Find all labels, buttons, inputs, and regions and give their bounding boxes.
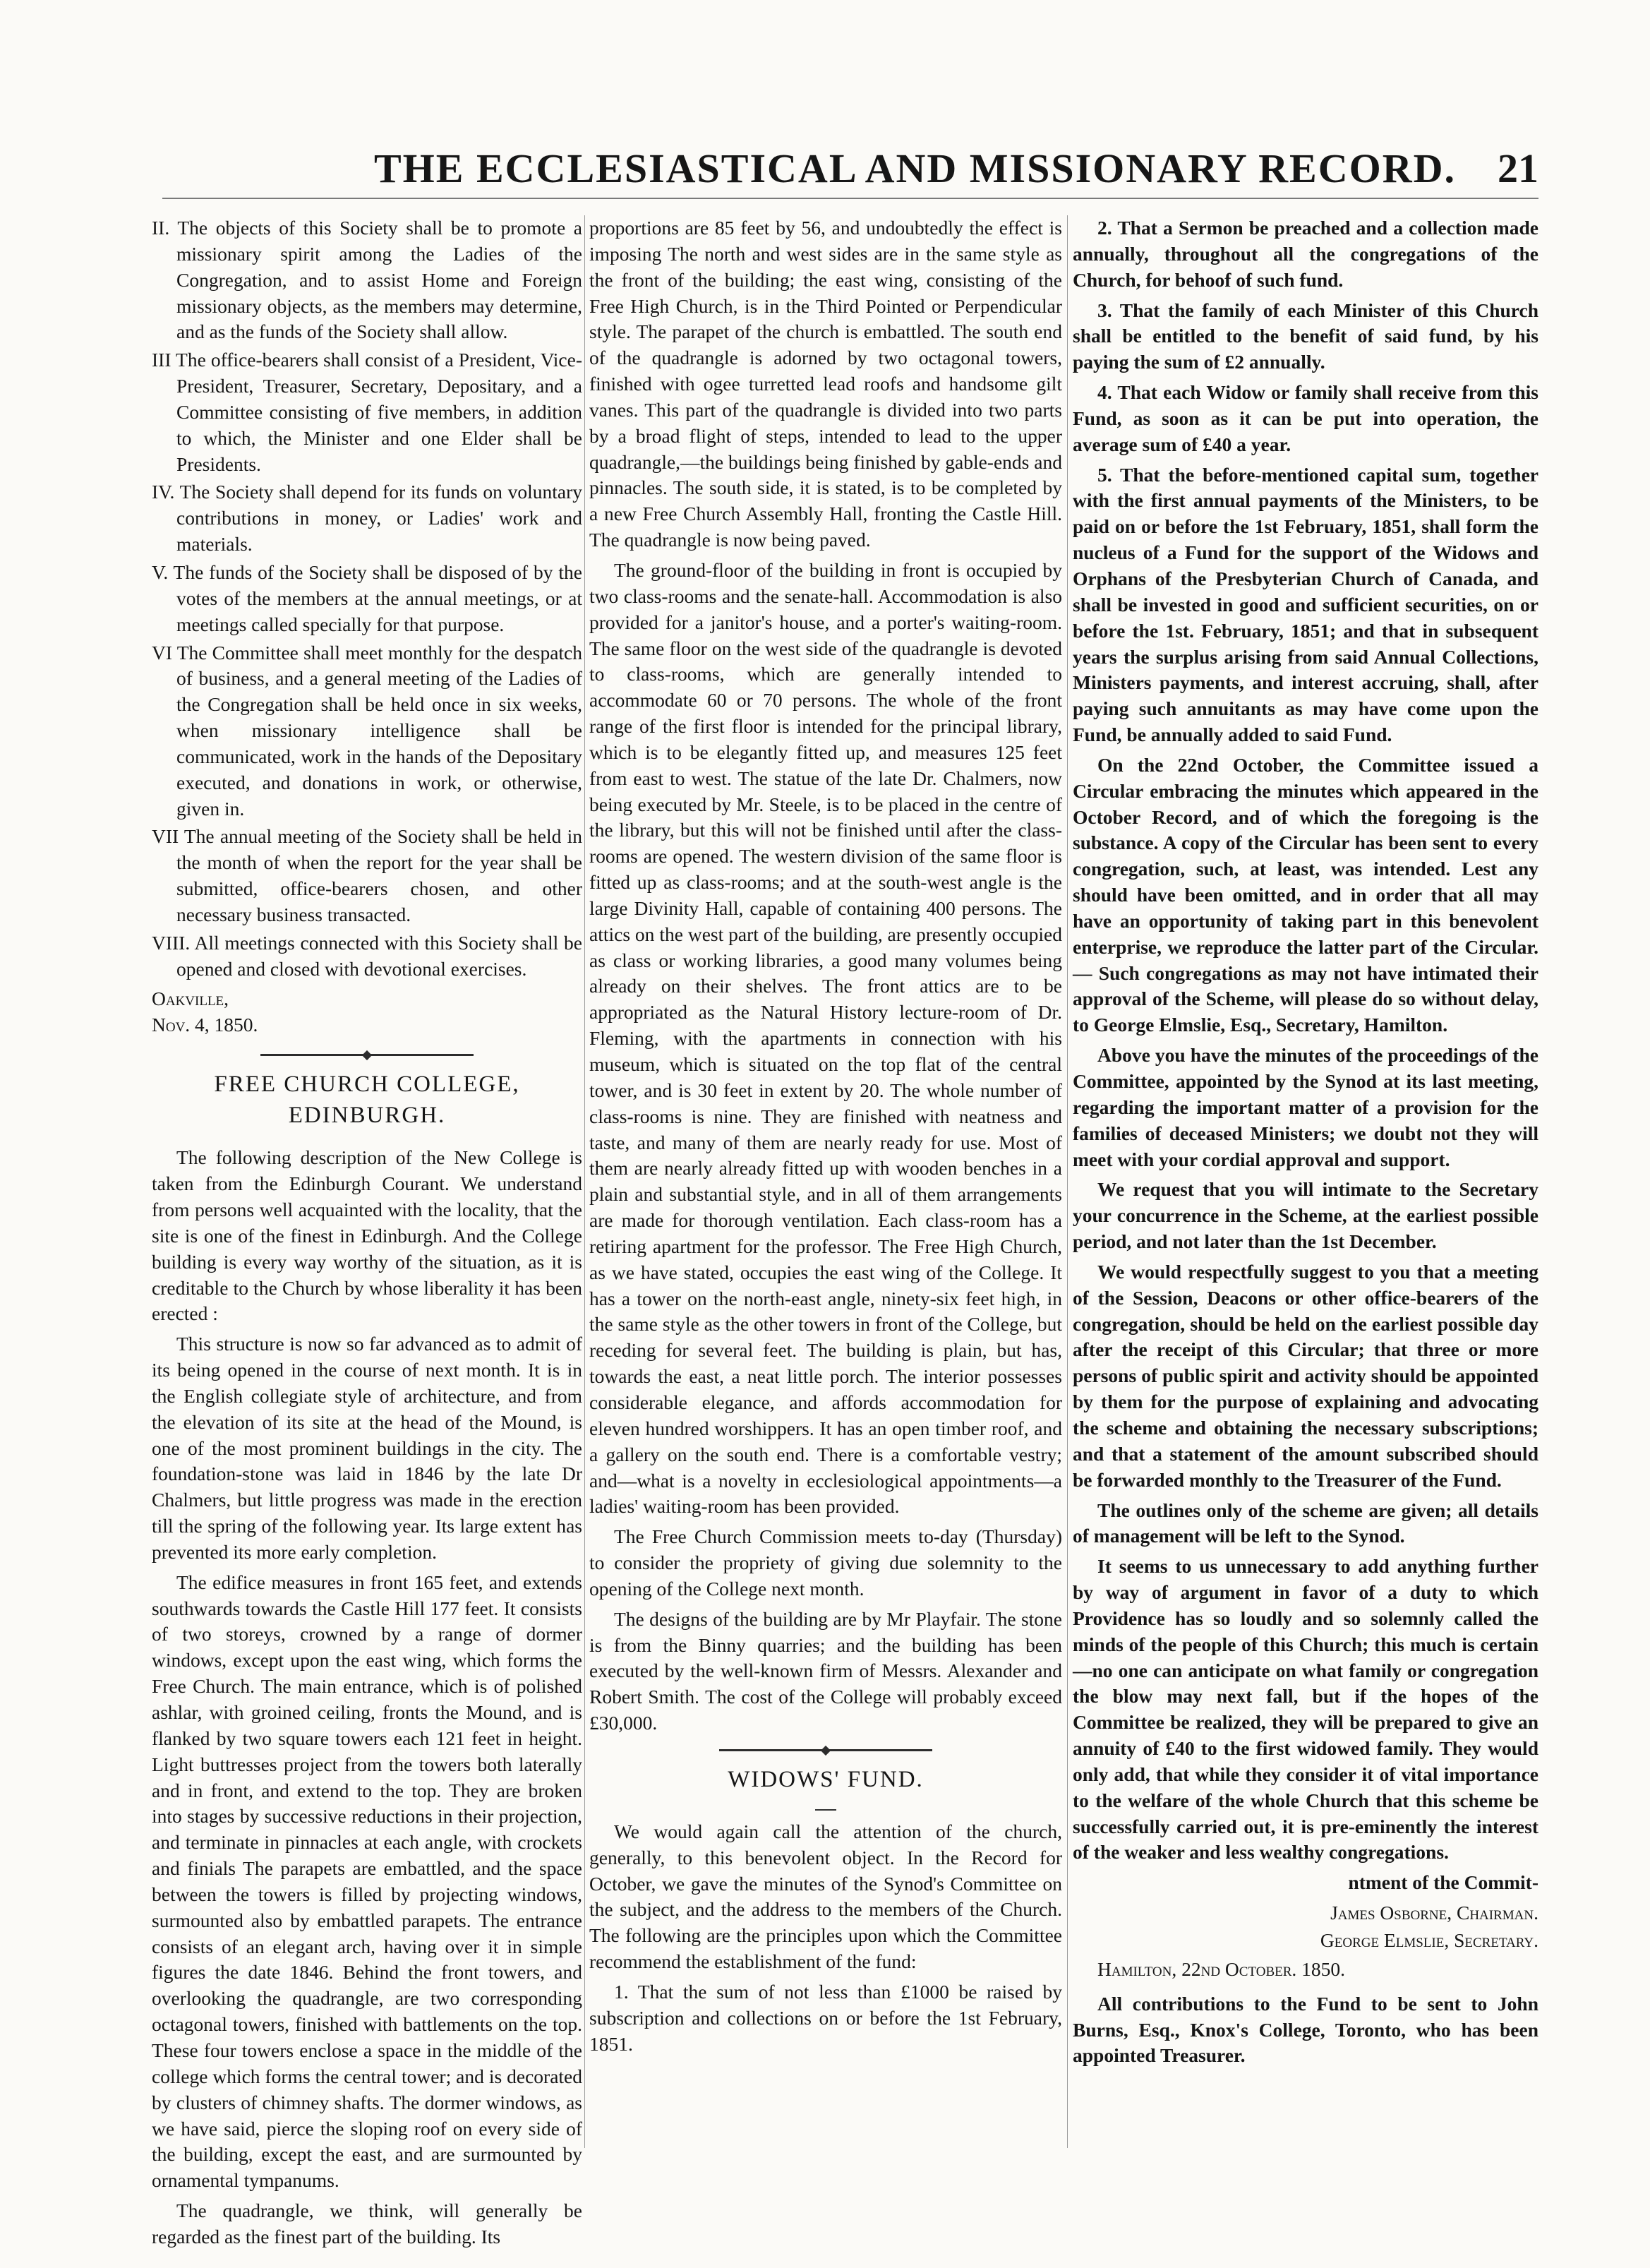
page-header bbox=[162, 145, 1538, 194]
title-rule bbox=[815, 1809, 836, 1811]
signature-date: Hamilton, 22nd October. 1850. bbox=[1097, 1957, 1346, 1980]
constitution-article: VII The annual meeting of the Society shall be held in the month of when the report for the year shall be submitted, office-bearers chosen, and other necessary business transacted. bbox=[152, 825, 582, 925]
resolution: 1. That the sum of not less than £1000 be raised by subscription and collections on or before the 1st February, 1851. bbox=[589, 1980, 1062, 2055]
dateline-place: Oakville, bbox=[152, 988, 229, 1010]
constitution-article: II. The objects of this Society shall be to promote a missionary spirit among the Ladies of the Congregation, and to assist Home and Foreign missionary objects, as the members may determine, and as the funds of the Society shall allow. bbox=[152, 217, 582, 343]
dateline bbox=[152, 986, 582, 1038]
constitution-article: IV. The Society shall depend for its funds on voluntary contributions in money, or Ladies' work and materials. bbox=[152, 481, 582, 556]
signature-secretary: George Elmslie, Secretary. bbox=[1320, 1929, 1538, 1951]
paragraph: The edifice measures in front 165 feet, and extends southwards towards the Castle Hill 177 feet. It consists of two storeys, crowned by a range of dormer windows, except upon the east wing, which forms the Free Church. The main entrance, which is of polished ashlar, with groined ceiling, fronts the Mound, and is flanked by two square towers each 121 feet in height. Light buttresses project from the towers both laterally and in front, and extend to the top. They are broken into stages by successive reductions in their projection, and terminate in pinnacles at each angle, with crockets and finials The parapets are embattled, and the space between the towers is filled by projecting windows, surmounted also by embattled parapets. The entrance consists of an elegant arch, having over it in simple figures the date 1846. Behind the front towers, and overlooking the quadrangle, are two corresponding octagonal towers, finished with battlements on the top. These four towers enclose a space in the middle of the college which forms the central tower; and is decorated by clusters of chimney shafts. The dormer windows, as we have said, pierce the sloping roof on every side of the building, except the east, and are surmounted by ornamental tympanums. bbox=[152, 1571, 582, 2192]
resolution: 5. That the before-mentioned capital sum, together with the first annual payments of the Ministers, to be paid on or before the 1st February, 1851, shall form the nucleus of a Fund for the support of the Widows and Orphans of the Presbyterian Church of Canada, and shall be invested in good and sufficient securities, on or before the 1st. February, 1851; and that in subsequent years the surplus arising from said Annual Collections, Ministers payments, and interest accruing, shall, after paying such annuitants as may have come upon the Fund, be annually added to said Fund. bbox=[1073, 463, 1538, 746]
resolution: 4. That each Widow or family shall receive from this Fund, as soon as it can be put into operation, the average sum of £40 a year. bbox=[1073, 381, 1538, 455]
paragraph: The outlines only of the scheme are given; all details of management will be left to the Synod. bbox=[1073, 1499, 1538, 1547]
constitution-article: VI The Committee shall meet monthly for the despatch of business, and a general meeting of the Ladies of the Congregation shall be held once in six weeks, when missionary intelligence shall be communicated, work in the hands of the Depositary executed, and donations in work, or otherwise, given in. bbox=[152, 641, 582, 820]
paragraph: We request that you will intimate to the Secretary your concurrence in the Scheme, at the earliest possible period, and not later than the 1st December. bbox=[1073, 1178, 1538, 1253]
paragraph: We would again call the attention of the church, generally, to this benevolent object. In the Record for October, we gave the minutes of the Synod's Committee on the subject, and the address to the members of the Church. The following are the principles upon which the Committee recommend the establishment of the fund: bbox=[589, 1820, 1062, 1973]
closing-paragraph: All contributions to the Fund to be sent to John Burns, Esq., Knox's College, Toronto, who has been appointed Treasurer. bbox=[1073, 1992, 1538, 2067]
page-number: 21 bbox=[1498, 145, 1538, 191]
section-title-college: FREE CHURCH COLLEGE, EDINBURGH. bbox=[214, 1071, 520, 1129]
column-middle bbox=[589, 215, 1062, 2169]
section-ornament bbox=[152, 1050, 582, 1059]
column-left bbox=[152, 215, 582, 2248]
section-ornament bbox=[589, 1745, 1062, 1754]
constitution-article: V. The funds of the Society shall be disposed of by the votes of the members at the annual meetings, or at meetings called specially for that purpose. bbox=[152, 560, 582, 635]
paragraph-fragment: ntment of the Commit- bbox=[1348, 1871, 1538, 1894]
paragraph: We would respectfully suggest to you that a meeting of the Session, Deacons or other office-bearers of the congregation, should be held on the earliest possible day after the receipt of this Circular; that three or more persons of public spirit and activity should be appointed by them for the purpose of explaining and advocating the scheme and obtaining the necessary subscriptions; and that a statement of the amount subscribed should be forwarded monthly to the Treasurer of the Fund. bbox=[1073, 1260, 1538, 1491]
paragraph: This structure is now so far advanced as to admit of its being opened in the course of next month. It is in the English collegiate style of architecture, and from the elevation of its site at the head of the Mound, is one of the most prominent buildings in the city. The foundation-stone was laid in 1846 by the late Dr Chalmers, but little progress was made in the erection till the spring of the following year. Its large extent has prevented its more early completion. bbox=[152, 1333, 582, 1563]
paragraph: proportions are 85 feet by 56, and undoubtedly the effect is imposing The north and west sides are in the same style as the front of the building; the east wing, consisting of the Free High Church, is in the Third Pointed or Perpendicular style. The parapet of the church is embattled. The south end of the quadrangle is adorned by two octagonal towers, finished with ogee turretted lead roofs and handsome gilt vanes. This part of the quadrangle is divided into two parts by a broad flight of steps, intended to lead to the upper quadrangle,—the buildings being finished by gable-ends and pinnacles. The south side, it is stated, is to be completed by a new Free Church Assembly Hall, fronting the Castle Hill. The quadrangle is now being paved. bbox=[589, 217, 1062, 551]
dateline-date: Nov. 4, 1850. bbox=[152, 1014, 258, 1036]
paragraph: It seems to us unnecessary to add anything further by way of argument in favor of a duty to which Providence has so loudly and so solemnly called the minds of the people of this Church; this much is certain—no one can anticipate on what family or congregation the blow may next fall, but if the hopes of the Committee be realized, they will be prepared to give an annuity of £40 to the first widowed family. They would only add, that while they consider it of vital importance to the welfare of the whole Church that this scheme be successfully carried out, it is pre-eminently the interest of the weaker and less wealthy congregations. bbox=[1073, 1555, 1538, 1864]
header-rule bbox=[162, 198, 1538, 199]
paragraph: The ground-floor of the building in front is occupied by two class-rooms and the senate-hall. Accommodation is also provided for a janitor's house, and a porter's waiting-room. The same floor on the west side of the quadrangle is devoted to class-rooms, which are generally intended to accommodate 60 or 70 persons. The whole of the front range of the first floor is intended for the principal library, which is to be elegantly fitted up, and measures 125 feet from east to west. The statue of the late Dr. Chalmers, now being executed by Mr. Steele, is to be placed in the centre of the library, but this will not be finished until after the class-rooms are opened. The western division of the same floor is fitted up as class-rooms; and at the south-west angle is the large Divinity Hall, capable of containing 400 persons. The attics on the west part of the building, are presently occupied as class or working libraries, a good many volumes being already on their shelves. The front attics are to be appropriated as the Natural History lecture-room of Dr. Fleming, with the apartments in connection with his museum, which is situated on the top flat of the central tower, and is 30 feet in extent by 20. The whole number of class-rooms is nine. They are finished with neatness and taste, and many of them are nearly ready for use. Most of them are nearly already fitted up with wooden benches in a plain and substantial style, and in all of them arrangements are made for thorough ventilation. Each class-room has a retiring apartment for the professor. The Free High Church, as we have stated, occupies the east wing of the College. It has a tower on the north-east angle, ninety-six feet high, in the same style as the other towers in front of the College, but receding for several feet. The building is plain, but has, towards the east, a neat little porch. The interior possesses considerable elegance, and affords accommodation for eleven hundred worshippers. It has an open timber roof, and a gallery on the south end. There is a comfortable vestry; and—what is a novelty in ecclesiological appointments—a ladies' waiting-room has been provided. bbox=[589, 558, 1062, 1518]
paragraph: On the 22nd October, the Committee issued a Circular embracing the minutes which appeared in the October Record, and of which the foregoing is the substance. A copy of the Circular has been sent to every congregation, such, at least, was intended. Lest any should have been omitted, and in order that all may have an opportunity of taking part in this benevolent enterprise, we reproduce the latter part of the Circular.— Such congregations as may not have intimated their approval of the Scheme, will please do so without delay, to George Elmslie, Esq., Secretary, Hamilton. bbox=[1073, 753, 1538, 1036]
resolution: 2. That a Sermon be preached and a collection made annually, throughout all the congregations of the Church, for behoof of such fund. bbox=[1073, 217, 1538, 291]
signature-chairman: James Osborne, Chairman. bbox=[1330, 1902, 1538, 1924]
constitution-article: VIII. All meetings connected with this Society shall be opened and closed with devotional exercises. bbox=[152, 931, 582, 980]
paragraph: The following description of the New College is taken from the Edinburgh Courant. We understand from persons well acquainted with the locality, that the site is one of the finest in Edinburgh. And the College building is every way worthy of the situation, as it is creditable to the Church by whose liberality it has been erected : bbox=[152, 1146, 582, 1325]
paragraph: The quadrangle, we think, will generally be regarded as the finest part of the building. Its bbox=[152, 2200, 582, 2248]
paragraph: The Free Church Commission meets to-day (Thursday) to consider the propriety of giving due solemnity to the opening of the College next month. bbox=[589, 1525, 1062, 1600]
resolution: 3. That the family of each Minister of this Church shall be entitled to the benefit of said fund, by his paying the sum of £2 annually. bbox=[1073, 299, 1538, 373]
column-divider bbox=[584, 215, 585, 2148]
column-right bbox=[1073, 215, 1538, 2169]
section-title-widows-fund: WIDOWS' FUND. bbox=[728, 1766, 924, 1792]
column-divider bbox=[1067, 215, 1068, 2148]
paragraph: The designs of the building are by Mr Playfair. The stone is from the Binny quarries; and the building has been executed by the well-known firm of Messrs. Alexander and Robert Smith. The cost of the College will probably exceed £30,000. bbox=[589, 1607, 1062, 1734]
paragraph: Above you have the minutes of the proceedings of the Committee, appointed by the Synod at its last meeting, regarding the important matter of a provision for the families of deceased Ministers; we doubt not they will meet with your cordial approval and support. bbox=[1073, 1044, 1538, 1170]
running-title: THE ECCLESIASTICAL AND MISSIONARY RECORD. bbox=[374, 145, 1456, 191]
constitution-article: III The office-bearers shall consist of a President, Vice-President, Treasurer, Secretary, Depositary, and a Committee consisting of five members, in addition to which, the Minister and one Elder shall be Presidents. bbox=[152, 349, 582, 475]
